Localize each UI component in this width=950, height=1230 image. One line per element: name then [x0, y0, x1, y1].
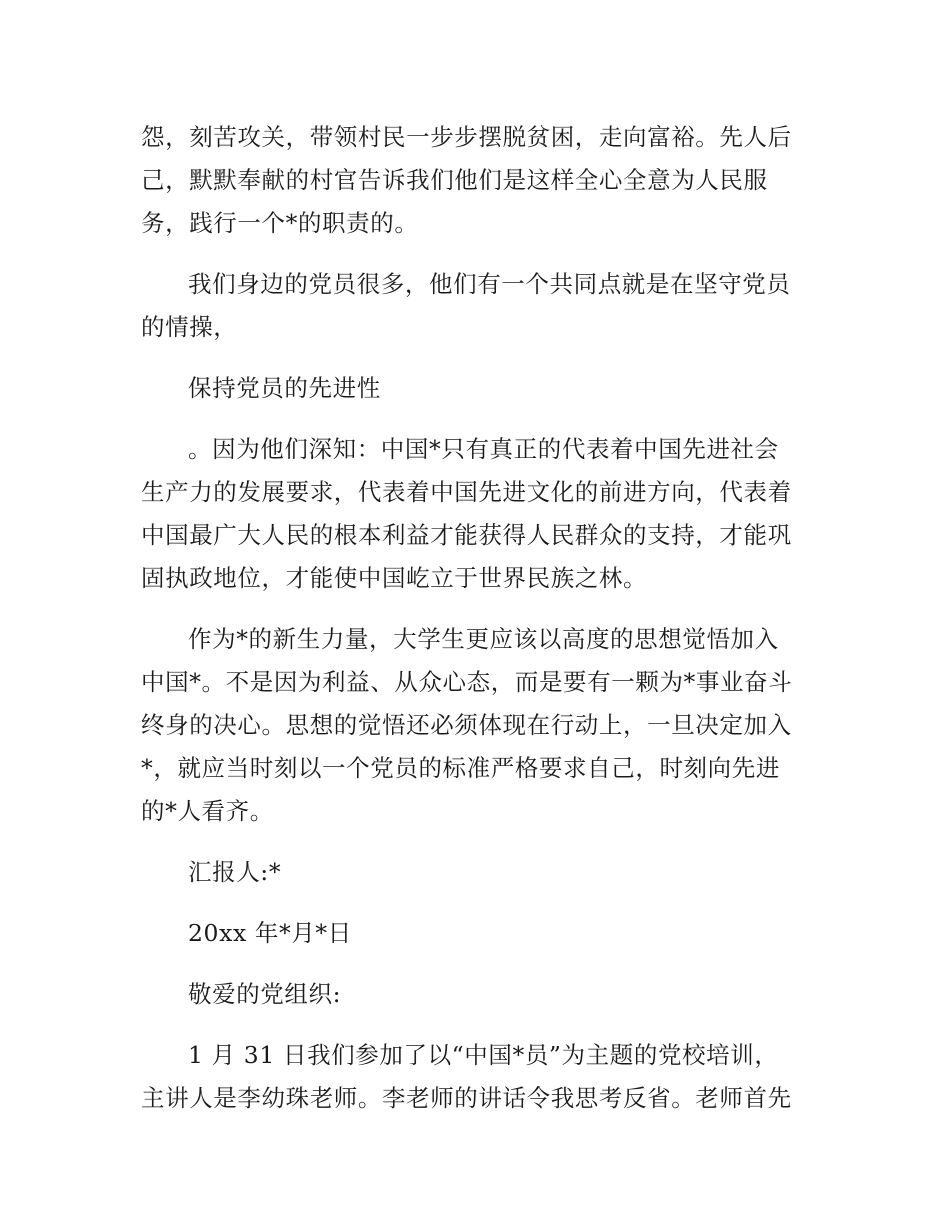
- paragraph-1: [141, 116, 813, 245]
- text-line: 的情操，: [141, 313, 238, 341]
- text-line: 中国最广大人民的根本利益才能获得人民群众的支持，才能巩: [141, 521, 792, 549]
- paragraph-9: [141, 1034, 813, 1120]
- text-line: 主讲人是李幼珠老师。李老师的讲话令我思考反省。老师首先: [141, 1084, 792, 1112]
- text-line: 固执政地位，才能使中国屹立于世界民族之林。: [141, 564, 648, 592]
- text-line: 敬爱的党组织:: [188, 980, 342, 1008]
- text-line: 的*人看齐。: [141, 797, 274, 825]
- text-line: 终身的决心。思想的觉悟还必须体现在行动上，一旦决定加入: [141, 711, 792, 739]
- text-line: 。因为他们深知：中国*只有真正的代表着中国先进社会: [188, 435, 779, 463]
- text-line: *，就应当时刻以一个党员的标准严格要求自己，时刻向先进: [141, 754, 780, 782]
- text-line: 20xx 年*月*日: [188, 919, 352, 947]
- text-line: 中国*。不是因为利益、从众心态，而是要有一颗为*事业奋斗: [141, 668, 793, 696]
- text-line: 保持党员的先进性: [188, 374, 381, 402]
- paragraph-2: [141, 263, 813, 349]
- text-line: 己，默默奉献的村官告诉我们他们是这样全心全意为人民服: [141, 166, 768, 194]
- document-body: [141, 116, 813, 1138]
- text-line: 务，践行一个*的职责的。: [141, 209, 419, 237]
- text-line: 1 月 31 日我们参加了以“中国*员”为主题的党校培训，: [188, 1041, 779, 1069]
- paragraph-4: [141, 428, 813, 600]
- paragraph-5: [141, 618, 813, 833]
- salutation: [141, 973, 813, 1016]
- text-line: 怨，刻苦攻关，带领村民一步步摆脱贫困，走向富裕。先人后: [141, 123, 792, 151]
- date-line: [141, 912, 813, 955]
- text-line: 作为*的新生力量，大学生更应该以高度的思想觉悟加入: [188, 625, 779, 653]
- text-line: 汇报人:*: [188, 858, 282, 886]
- text-line: 生产力的发展要求，代表着中国先进文化的前进方向，代表着: [141, 478, 792, 506]
- reporter-line: [141, 851, 813, 894]
- text-line: 我们身边的党员很多，他们有一个共同点就是在坚守党员: [188, 270, 791, 298]
- paragraph-3: [141, 367, 813, 410]
